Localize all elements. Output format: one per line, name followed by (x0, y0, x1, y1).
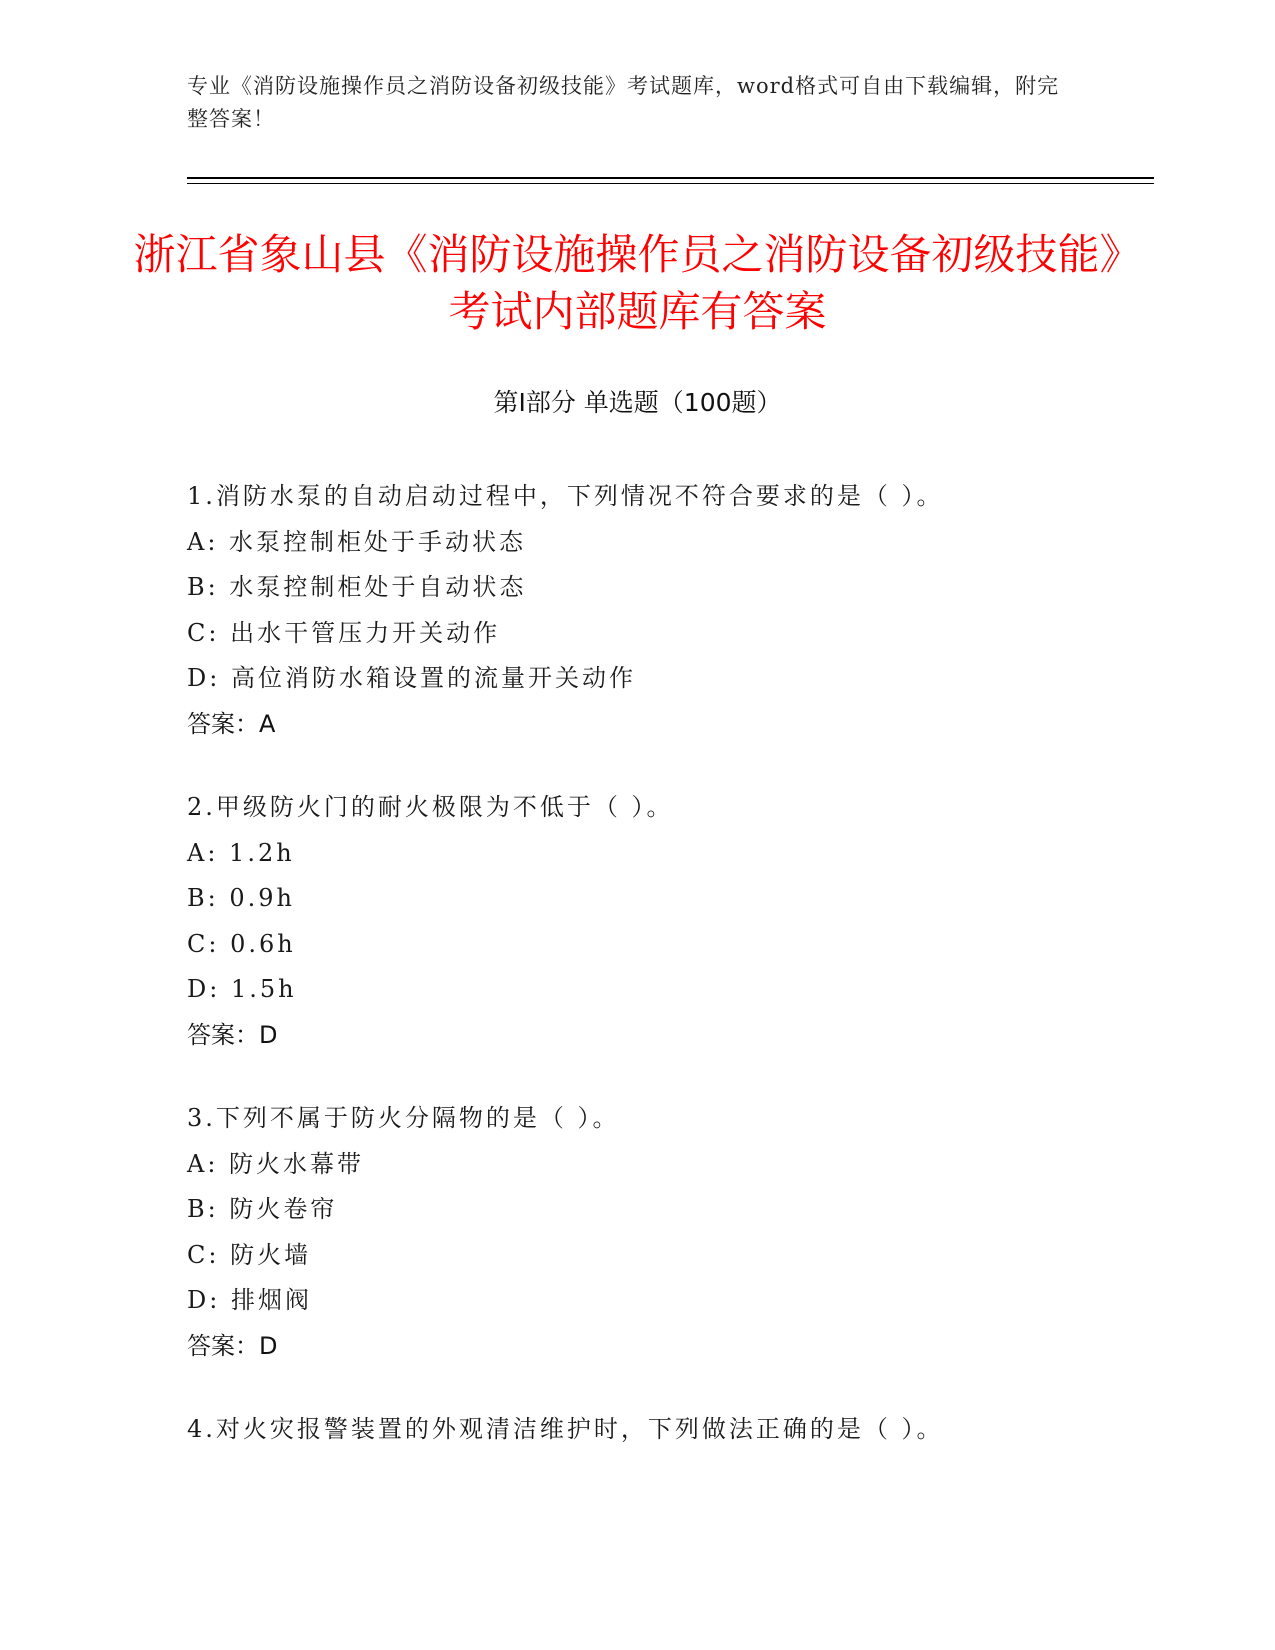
option-b: B: 0.9h (187, 884, 295, 912)
question-item (187, 785, 1147, 1058)
section-heading: 第I部分 单选题（100题） (493, 388, 782, 417)
document-title: 浙江省象山县《消防设施操作员之消防设备初级技能》考试内部题库有答案 (133, 230, 1142, 336)
option-d: D: 高位消防水箱设置的流量开关动作 (187, 664, 636, 692)
question-stem: 2.甲级防火门的耐火极限为不低于（ ）。 (187, 793, 674, 821)
option-d: D: 1.5h (187, 975, 297, 1003)
option-a: A: 水泵控制柜处于手动状态 (187, 527, 527, 556)
option-c: C: 出水干管压力开关动作 (187, 618, 501, 647)
question-stem: 1.消防水泵的自动启动过程中，下列情况不符合要求的是（ ）。 (187, 482, 944, 510)
option-d: D: 排烟阀 (187, 1286, 312, 1314)
option-c: C: 0.6h (187, 929, 296, 958)
header-divider-thin (187, 183, 1154, 184)
option-a: A: 1.2h (187, 838, 295, 867)
answer-line: 答案：D (187, 1331, 278, 1360)
option-b: B: 防火卷帘 (187, 1195, 338, 1223)
option-b: B: 水泵控制柜处于自动状态 (187, 573, 527, 601)
intro-text: 专业《消防设施操作员之消防设备初级技能》考试题库，word格式可自由下载编辑，附完整答案！ (187, 74, 1060, 131)
question-list (187, 474, 1147, 1491)
question-item (187, 1096, 1147, 1369)
question-stem: 3.下列不属于防火分隔物的是（ ）。 (187, 1104, 620, 1132)
question-item (187, 1407, 1147, 1453)
question-stem: 4.对火灾报警装置的外观清洁维护时，下列做法正确的是（ ）。 (187, 1415, 944, 1443)
option-a: A: 防火水幕带 (187, 1149, 365, 1178)
header-divider-thick (187, 177, 1154, 179)
answer-line: 答案：D (187, 1020, 278, 1049)
option-c: C: 防火墙 (187, 1240, 312, 1269)
answer-line: 答案：A (187, 709, 276, 738)
question-item (187, 474, 1147, 747)
